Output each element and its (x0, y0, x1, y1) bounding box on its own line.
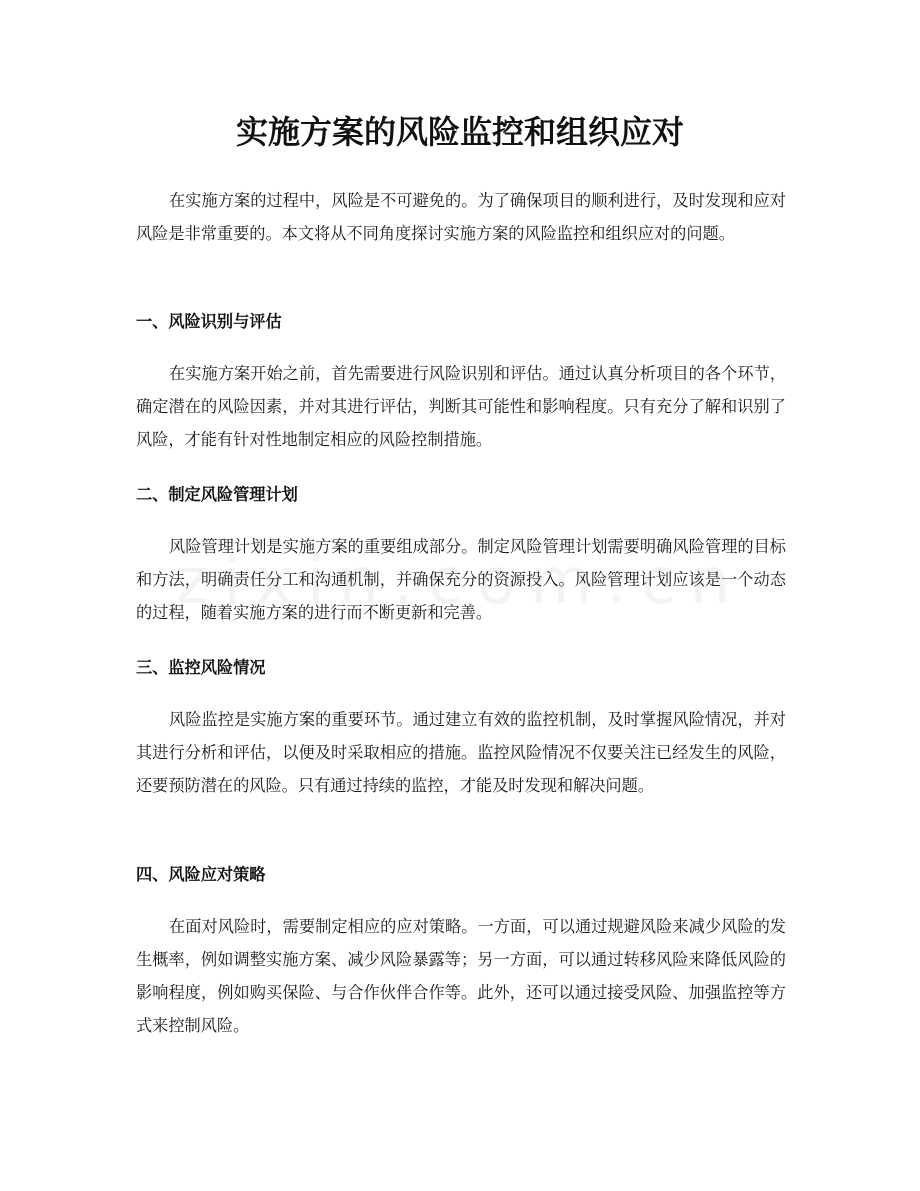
section-heading-1: 一、风险识别与评估 (136, 312, 282, 331)
section-body-1: 在实施方案开始之前，首先需要进行风险识别和评估。通过认真分析项目的各个环节，确定潜在的风险因素，并对其进行评估，判断其可能性和影响程度。只有充分了解和识别了风险，才能有针对性地制定相应的风险控制措施。 (136, 364, 786, 449)
section-body-4: 在面对风险时，需要制定相应的应对策略。一方面，可以通过规避风险来减少风险的发生概率，例如调整实施方案、减少风险暴露等；另一方面，可以通过转移风险来降低风险的影响程度，例如购买保险、与合作伙伴合作等。此外，还可以通过接受风险、加强监控等方式来控制风险。 (136, 917, 786, 1035)
section-heading-2: 二、制定风险管理计划 (136, 485, 298, 504)
section-heading-4: 四、风险应对策略 (136, 865, 266, 884)
section-body-2: 风险管理计划是实施方案的重要组成部分。制定风险管理计划需要明确风险管理的目标和方法，明确责任分工和沟通机制，并确保充分的资源投入。风险管理计划应该是一个动态的过程，随着实施方案的进行而不断更新和完善。 (136, 537, 786, 622)
section-body-3: 风险监控是实施方案的重要环节。通过建立有效的监控机制，及时掌握风险情况，并对其进行分析和评估，以便及时采取相应的措施。监控风险情况不仅要关注已经发生的风险，还要预防潜在的风险。只有通过持续的监控，才能及时发现和解决问题。 (136, 710, 786, 795)
section-heading-3: 三、监控风险情况 (136, 658, 266, 677)
document-title: 实施方案的风险监控和组织应对 (235, 113, 684, 151)
intro-paragraph: 在实施方案的过程中，风险是不可避免的。为了确保项目的顺利进行，及时发现和应对风险是非常重要的。本文将从不同角度探讨实施方案的风险监控和组织应对的问题。 (136, 191, 786, 243)
